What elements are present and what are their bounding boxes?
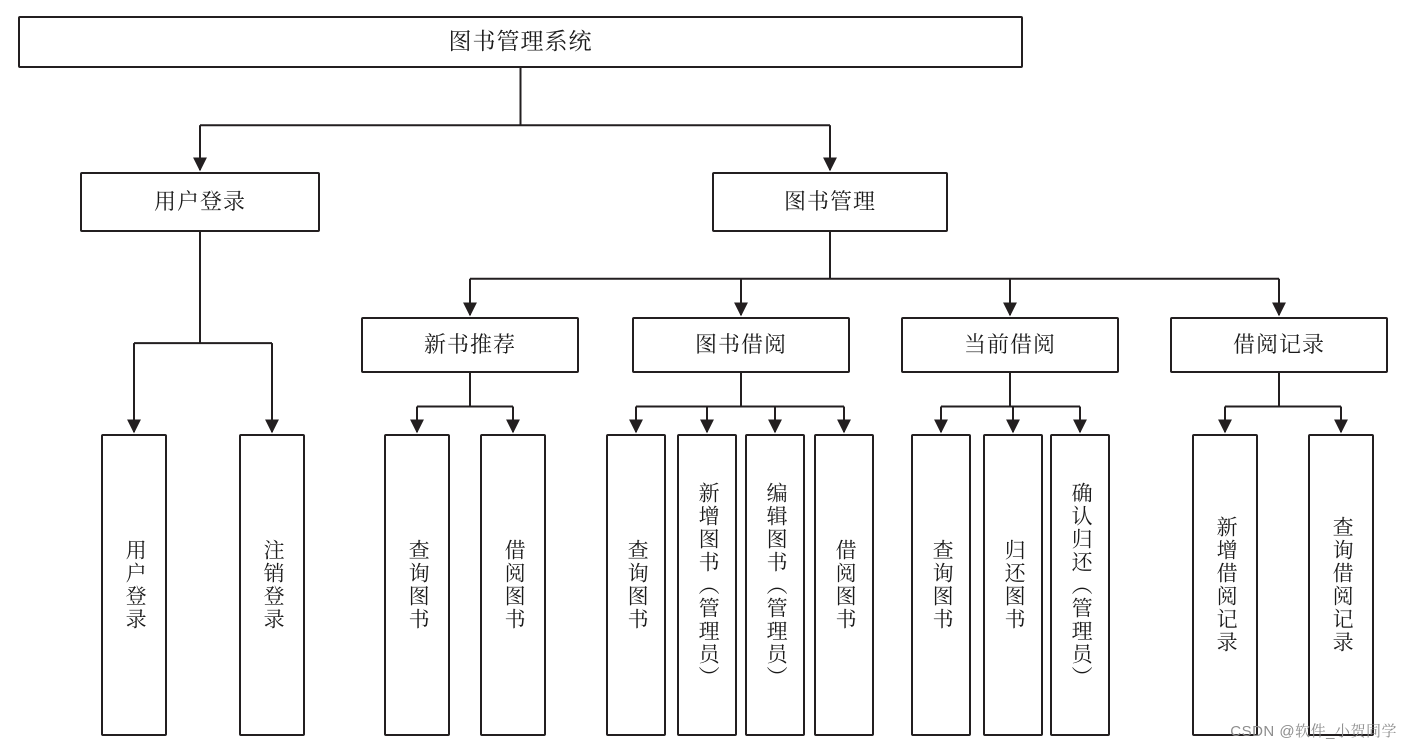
watermark: CSDN @软件_小贺同学 xyxy=(1230,723,1397,740)
node-label: 归还图书 xyxy=(1002,539,1026,631)
node-newbook xyxy=(361,317,579,373)
node-label: 图书管理系统 xyxy=(448,28,593,55)
node-leaf-user-login xyxy=(101,434,167,736)
node-label: 编辑图书（管理员） xyxy=(764,481,788,689)
node-label: 图书管理 xyxy=(783,188,876,214)
node-label: 用户登录 xyxy=(123,539,147,631)
node-leaf-query-book-3 xyxy=(911,434,971,736)
node-current xyxy=(901,317,1119,373)
node-root xyxy=(18,16,1023,68)
node-label: 注销登录 xyxy=(261,539,285,631)
node-leaf-add-record xyxy=(1192,434,1258,736)
node-leaf-query-book-2 xyxy=(606,434,666,736)
node-label: 新增借阅记录 xyxy=(1214,516,1238,654)
node-label: 图书借阅 xyxy=(694,331,787,357)
node-label: 查询借阅记录 xyxy=(1330,516,1354,654)
node-login xyxy=(80,172,320,232)
node-leaf-user-logout xyxy=(239,434,305,736)
node-leaf-confirm-return xyxy=(1050,434,1110,736)
node-leaf-query-record xyxy=(1308,434,1374,736)
node-leaf-add-book xyxy=(677,434,737,736)
node-label: 查询图书 xyxy=(406,539,430,631)
node-borrow xyxy=(632,317,850,373)
node-label: 用户登录 xyxy=(153,188,246,214)
node-leaf-borrow-book-1 xyxy=(480,434,546,736)
node-label: 新书推荐 xyxy=(423,331,516,357)
node-record xyxy=(1170,317,1388,373)
node-leaf-edit-book xyxy=(745,434,805,736)
node-label: 新增图书（管理员） xyxy=(696,481,720,689)
node-leaf-return-book xyxy=(983,434,1043,736)
node-leaf-borrow-book-2 xyxy=(814,434,874,736)
node-leaf-query-book-1 xyxy=(384,434,450,736)
node-label: 查询图书 xyxy=(625,539,649,631)
node-bookmgmt xyxy=(712,172,948,232)
node-label: 查询图书 xyxy=(930,539,954,631)
node-label: 确认归还（管理员） xyxy=(1069,481,1093,689)
node-label: 借阅图书 xyxy=(833,539,857,631)
node-label: 借阅图书 xyxy=(502,539,526,631)
node-label: 借阅记录 xyxy=(1232,331,1325,357)
node-label: 当前借阅 xyxy=(963,331,1056,357)
